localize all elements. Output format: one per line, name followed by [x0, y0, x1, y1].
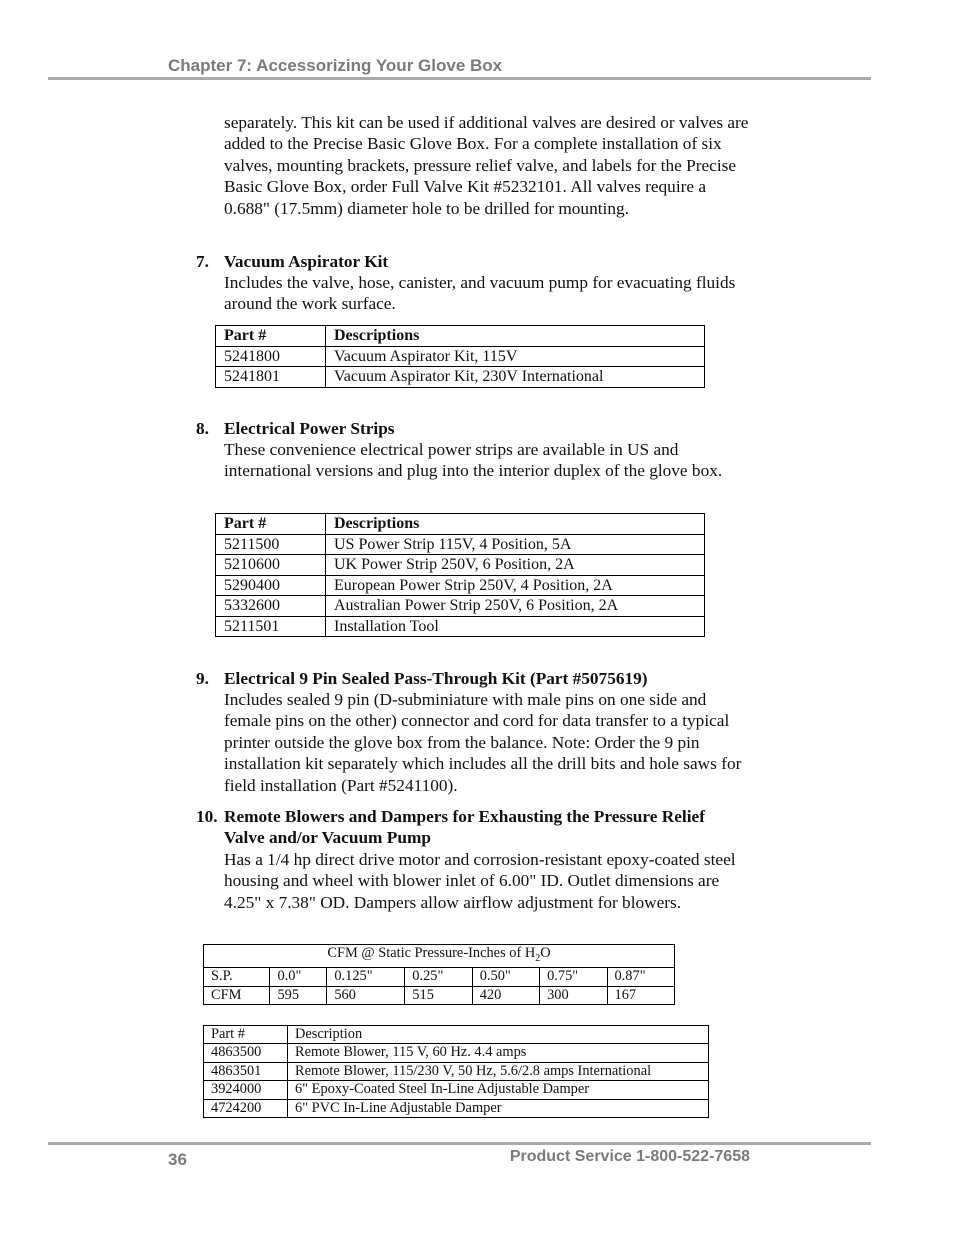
- table-cell-part: 3924000: [204, 1081, 288, 1099]
- table-row: [204, 1099, 709, 1117]
- cfm-caption-prefix: CFM @ Static Pressure-Inches of H: [327, 945, 536, 961]
- vacuum-aspirator-table: [215, 325, 705, 388]
- table-cell-description: UK Power Strip 250V, 6 Position, 2A: [326, 555, 705, 576]
- table-cell: CFM: [204, 986, 270, 1004]
- table-row: [216, 575, 705, 596]
- table-cell-description: Installation Tool: [326, 616, 705, 637]
- table-cell-part: 4863500: [204, 1044, 288, 1062]
- cfm-caption-subscript: 2: [535, 952, 541, 964]
- cfm-table: [203, 944, 675, 1005]
- table-cell: 0.25": [405, 968, 472, 986]
- table-row: [204, 986, 675, 1004]
- table-row: [204, 1062, 709, 1080]
- table-cell-description: 6" PVC In-Line Adjustable Damper: [288, 1099, 709, 1117]
- cfm-caption: [204, 945, 675, 968]
- table-cell: 515: [405, 986, 472, 1004]
- section-10-number: 10.: [196, 807, 218, 826]
- table-header-cell: Descriptions: [326, 514, 705, 535]
- table-header-cell: Part #: [216, 326, 326, 347]
- table-header-row: [204, 1026, 709, 1044]
- section-10-title-line2: Valve and/or Vacuum Pump: [224, 828, 431, 848]
- table-cell: 0.50": [472, 968, 539, 986]
- table-cell-part: 5211500: [216, 534, 326, 555]
- table-row: [216, 596, 705, 617]
- page-number: 36: [168, 1150, 187, 1169]
- table-cell-part: 5210600: [216, 555, 326, 576]
- section-8-heading: [196, 418, 756, 439]
- table-row: [216, 616, 705, 637]
- table-cell: S.P.: [204, 968, 270, 986]
- table-cell: 420: [472, 986, 539, 1004]
- cfm-caption-suffix: O: [540, 945, 551, 961]
- footer-rule: [48, 1142, 871, 1145]
- blowers-parts-table: [203, 1025, 709, 1118]
- table-cell-part: 4724200: [204, 1099, 288, 1117]
- table-row: [216, 534, 705, 555]
- section-10-text: Has a 1/4 hp direct drive motor and corrosion-resistant epoxy-coated steel housing and wheel with blower inlet of 6.00" ID. Outlet dimensions are 4.25" x 7.38" OD. Dampers allow airflow adjustment for blowers.: [224, 850, 736, 912]
- table-cell: 560: [327, 986, 405, 1004]
- table-cell-part: 5241801: [216, 367, 326, 388]
- table-cell-part: 4863501: [204, 1062, 288, 1080]
- table-header-row: [216, 326, 705, 347]
- chapter-header: Chapter 7: Accessorizing Your Glove Box: [168, 56, 503, 75]
- table-row: [204, 1081, 709, 1099]
- section-7-number: 7.: [196, 252, 209, 271]
- table-cell-part: 5211501: [216, 616, 326, 637]
- product-service-phone: Product Service 1-800-522-7658: [509, 1148, 750, 1165]
- table-header-row: [216, 514, 705, 535]
- table-cell-part: 5332600: [216, 596, 326, 617]
- header-rule: [48, 77, 871, 80]
- section-7-heading: [196, 251, 756, 272]
- section-9-title: Electrical 9 Pin Sealed Pass-Through Kit (Part #5075619): [224, 669, 648, 688]
- table-cell-description: Australian Power Strip 250V, 6 Position, 2A: [326, 596, 705, 617]
- section-9-heading: [196, 668, 756, 689]
- table-cell: 300: [540, 986, 607, 1004]
- table-cell-description: 6" Epoxy-Coated Steel In-Line Adjustable Damper: [288, 1081, 709, 1099]
- table-cell-description: US Power Strip 115V, 4 Position, 5A: [326, 534, 705, 555]
- section-10-heading: [196, 806, 756, 849]
- table-row: [216, 346, 705, 367]
- section-7-text: Includes the valve, hose, canister, and vacuum pump for evacuating fluids around the work surface.: [224, 273, 736, 314]
- table-cell-description: Remote Blower, 115/230 V, 50 Hz, 5.6/2.8 amps International: [288, 1062, 709, 1080]
- table-cell: 0.87": [607, 968, 674, 986]
- table-cell-description: European Power Strip 250V, 4 Position, 2A: [326, 575, 705, 596]
- power-strips-table: [215, 513, 705, 637]
- section-8-number: 8.: [196, 419, 209, 438]
- table-cell-part: 5241800: [216, 346, 326, 367]
- cfm-caption-row: [204, 945, 675, 968]
- table-header-cell: Part #: [216, 514, 326, 535]
- table-cell-description: Remote Blower, 115 V, 60 Hz. 4.4 amps: [288, 1044, 709, 1062]
- table-cell: 0.0": [270, 968, 327, 986]
- table-cell-description: Vacuum Aspirator Kit, 115V: [326, 346, 705, 367]
- table-row: [216, 555, 705, 576]
- section-8-title: Electrical Power Strips: [224, 419, 395, 438]
- table-row: [204, 968, 675, 986]
- section-8-text: These convenience electrical power strips are available in US and international versions and plug into the interior duplex of the glove box.: [224, 440, 723, 481]
- table-row: [216, 367, 705, 388]
- table-header-cell: Descriptions: [326, 326, 705, 347]
- section-9-number: 9.: [196, 669, 209, 688]
- section-10-title-line1: Remote Blowers and Dampers for Exhausting the Pressure Relief: [224, 807, 705, 826]
- table-cell: 595: [270, 986, 327, 1004]
- table-cell: 0.75": [540, 968, 607, 986]
- section-9-text: Includes sealed 9 pin (D-subminiature with male pins on one side and female pins on the other) connector and cord for data transfer to a typical printer outside the glove box from the balance. Note: Order the 9 pin installation kit separately which includes all the drill bits and hole saws for field installation (Part #5241100).: [224, 690, 742, 795]
- table-cell: 167: [607, 986, 674, 1004]
- table-cell-part: 5290400: [216, 575, 326, 596]
- table-row: [204, 1044, 709, 1062]
- intro-paragraph: separately. This kit can be used if additional valves are desired or valves are added to the Precise Basic Glove Box. For a complete installation of six valves, mounting brackets, pressure relief valve, and labels for the Precise Basic Glove Box, order Full Valve Kit #5232101. All valves require a 0.688" (17.5mm) diameter hole to be drilled for mounting.: [224, 113, 749, 218]
- table-cell-description: Vacuum Aspirator Kit, 230V International: [326, 367, 705, 388]
- table-header-cell: Part #: [204, 1026, 288, 1044]
- section-7-title: Vacuum Aspirator Kit: [224, 252, 389, 271]
- table-header-cell: Description: [288, 1026, 709, 1044]
- table-cell: 0.125": [327, 968, 405, 986]
